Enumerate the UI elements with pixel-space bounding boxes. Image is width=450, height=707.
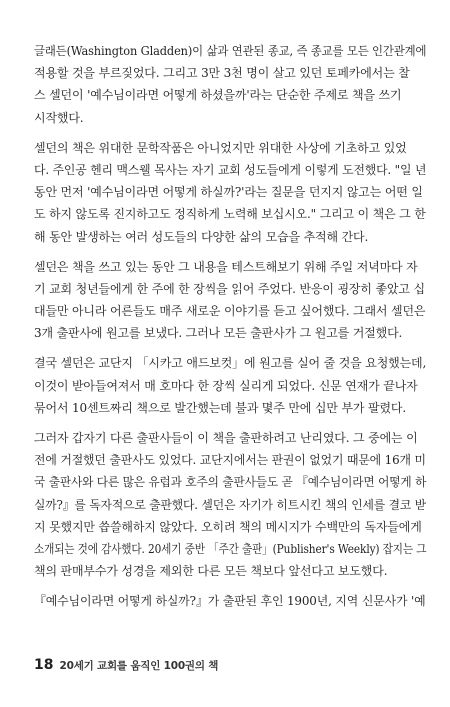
text-line: 이것이 받아들여져서 매 호마다 한 장씩 실리게 되었다. 신문 연재가 끝나자 bbox=[34, 378, 418, 393]
text-line: 대들만 아니라 어른들도 매주 새로운 이야기를 듣고 싶어했다. 그래서 셀던은 bbox=[34, 304, 426, 319]
text-line: 국 출판사와 다른 많은 유럽과 호주의 출판사들도 곧 『예수님이라면 어떻게 하 bbox=[34, 475, 427, 490]
text-line: 묶어서 10센트짜리 책으로 발간했는데 불과 몇주 만에 십만 부가 팔렸다. bbox=[34, 400, 406, 415]
text-line: 3개 출판사에 원고를 보냈다. 그러나 모든 출판사가 그 원고를 거절했다. bbox=[34, 326, 403, 341]
text-line: 셀던은 책을 쓰고 있는 동안 그 내용을 테스트해보기 위해 주일 저녁마다 자 bbox=[34, 259, 418, 274]
running-title: 20세기 교회를 움직인 100권의 책 bbox=[59, 660, 219, 672]
paragraph bbox=[34, 590, 426, 612]
text-line: 시작했다. bbox=[34, 110, 84, 125]
paragraph bbox=[34, 256, 426, 345]
text-line: 기 교회 청년들에게 한 주에 한 장씩을 읽어 주었다. 반응이 굉장히 좋았고 십 bbox=[34, 281, 425, 296]
page-number: 18 bbox=[34, 657, 54, 673]
paragraph bbox=[34, 352, 426, 419]
text-line: 전에 거절했던 출판사도 있었다. 교단지에서는 판권이 없었기 때문에 16개 미 bbox=[34, 453, 426, 468]
text-line: 동안 먼저 '예수님이라면 어떻게 하실까?'라는 질문을 던지지 않고는 어떤 일 bbox=[34, 185, 423, 200]
text-line: 다. 주인공 헨리 맥스웰 목사는 자기 교회 성도들에게 이렇게 도전했다. "일 년 bbox=[34, 162, 427, 177]
page-footer bbox=[34, 657, 426, 673]
text-line: 도 하지 않도록 진지하고도 정직하게 노력해 보십시오." 그리고 이 책은 그 한 bbox=[34, 207, 426, 222]
text-line: 셀던의 책은 위대한 문학작품은 아니었지만 위대한 사상에 기초하고 있었 bbox=[34, 140, 407, 155]
paragraph bbox=[34, 40, 426, 129]
paragraph bbox=[34, 427, 426, 582]
body-text bbox=[34, 40, 426, 613]
text-line: 적용할 것을 부르짖었다. 그리고 3만 3천 명이 살고 있던 토페카에서는 찰 bbox=[34, 66, 410, 81]
text-line: 책의 판매부수가 성경을 제외한 다른 모든 책보다 앞선다고 보도했다. bbox=[34, 564, 388, 579]
text-line: 지 못했지만 씁쓸해하지 않았다. 오히려 책의 메시지가 수백만의 독자들에게 bbox=[34, 519, 422, 534]
text-line: 그러자 갑자기 다른 출판사들이 이 책을 출판하려고 난리였다. 그 중에는 이 bbox=[34, 431, 418, 445]
text-line: 『예수님이라면 어떻게 하실까?』가 출판된 후인 1900년, 지역 신문사가 '예 bbox=[34, 594, 426, 609]
text-line: 스 셀던이 '예수님이라면 어떻게 하셨을까'라는 단순한 주제로 책을 쓰기 bbox=[34, 88, 402, 103]
text-line: 결국 셀던은 교단지 「시카고 애드보컷」에 원고를 실어 줄 것을 요청했는데, bbox=[34, 356, 427, 371]
text-line: 실까?』를 독자적으로 출판했다. 셀던은 자기가 히트시킨 책의 인세를 결코 받 bbox=[34, 497, 427, 512]
text-line: 해 동안 발생하는 여러 성도들의 다양한 삶의 모습을 추적해 간다. bbox=[34, 229, 369, 244]
text-line: 글래든(Washington Gladden)이 삶과 연관된 종교, 즉 종교를 모든 인간관계에 bbox=[34, 44, 427, 58]
text-line: 소개되는 것에 감사했다. 20세기 중반 「주간 출판」(Publisher's Weekly) 잡지는 그 bbox=[34, 541, 427, 556]
paragraph bbox=[34, 137, 426, 248]
